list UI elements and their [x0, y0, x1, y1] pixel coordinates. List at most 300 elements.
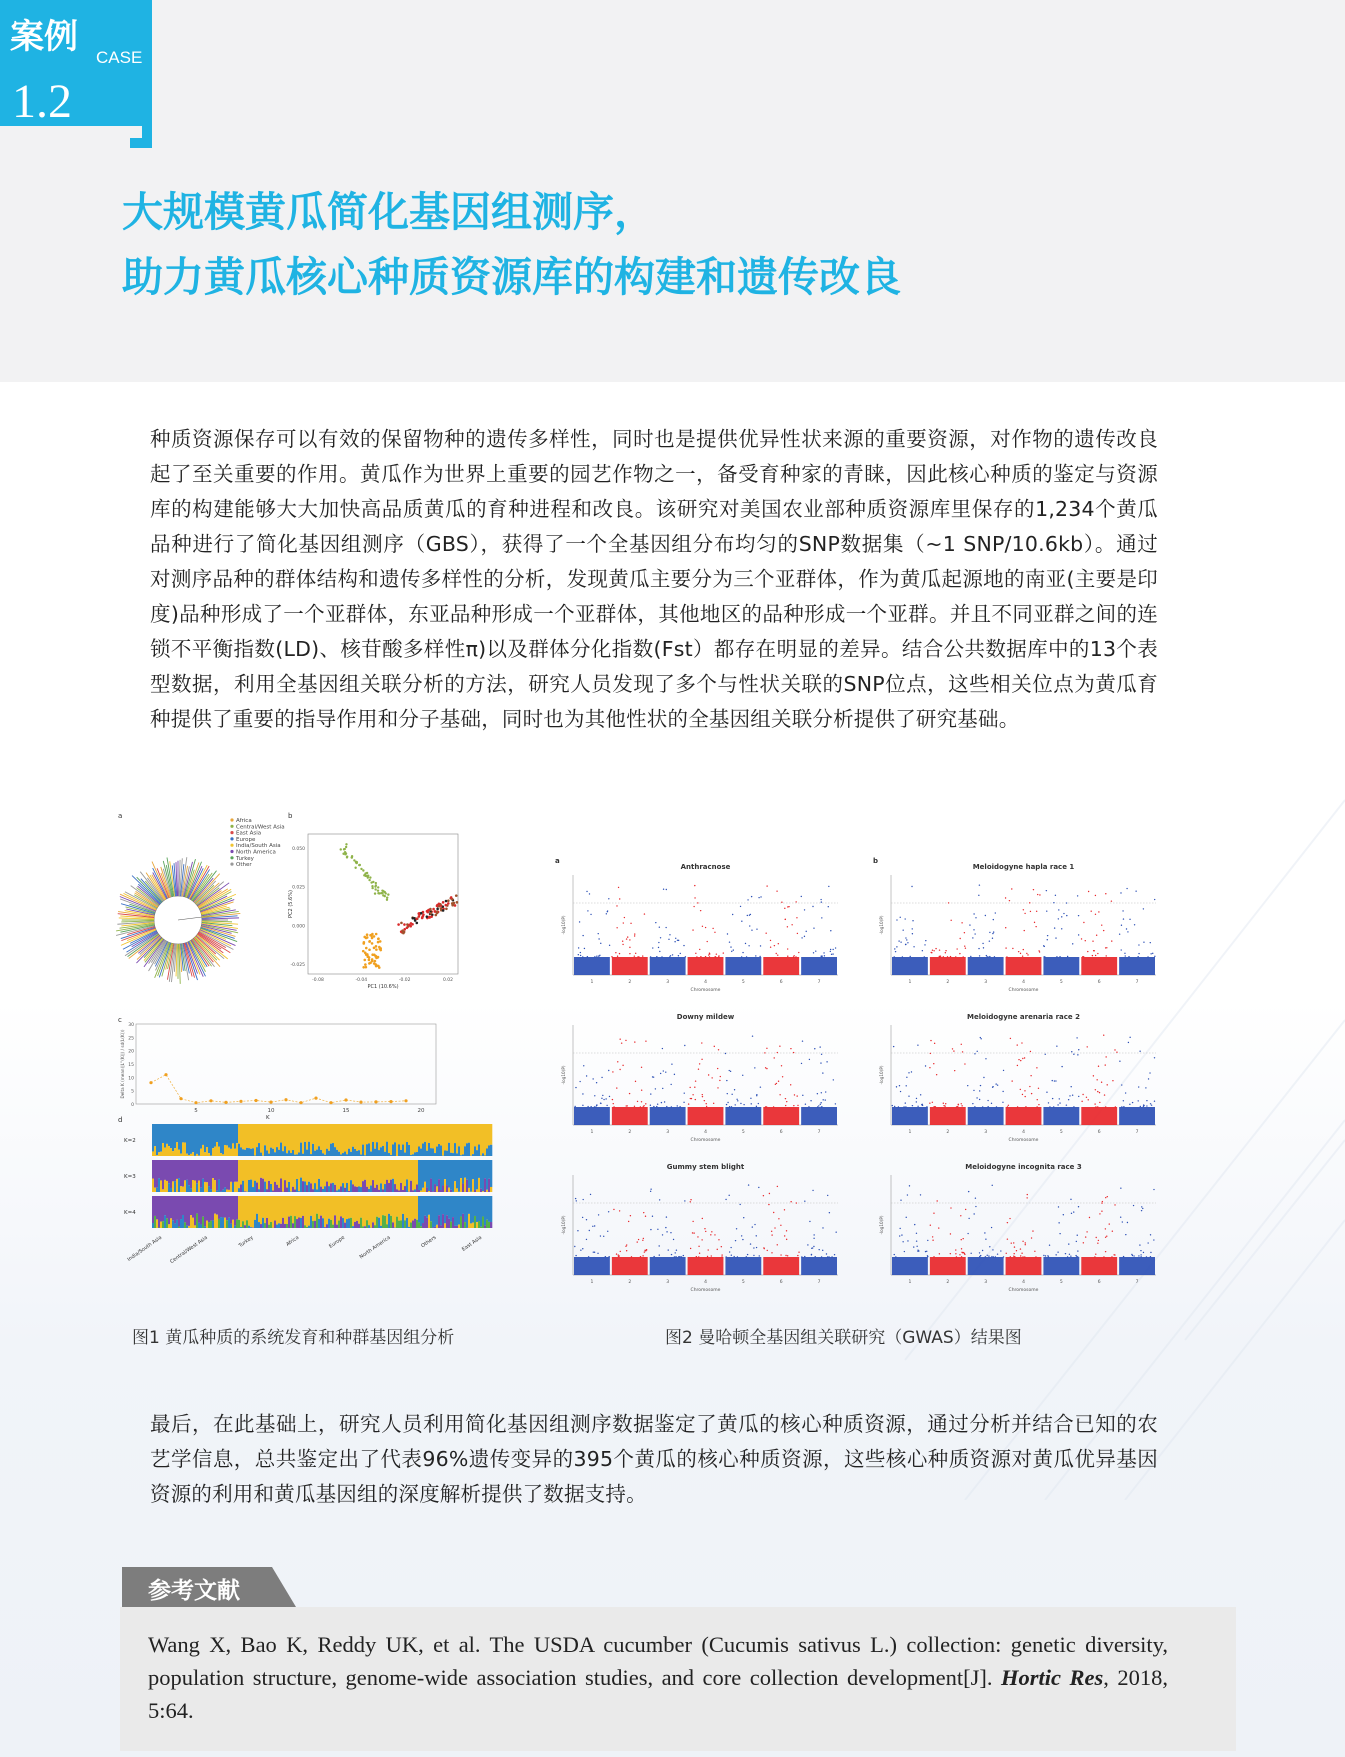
pca-point	[364, 874, 366, 876]
structure-bar	[398, 1190, 400, 1192]
structure-bar	[348, 1160, 350, 1191]
chromosome-tick: 4	[704, 1280, 707, 1285]
structure-bar	[242, 1124, 244, 1149]
snp-point	[818, 1105, 819, 1106]
snp-point	[1143, 908, 1144, 909]
structure-bar	[216, 1191, 218, 1192]
structure-bar	[376, 1160, 378, 1185]
snp-point	[1036, 1067, 1037, 1068]
reference-entry	[148, 1628, 1168, 1727]
structure-bar	[270, 1124, 272, 1148]
structure-bar	[416, 1124, 418, 1152]
structure-bar	[480, 1124, 482, 1156]
snp-point	[1030, 911, 1031, 912]
structure-bar	[294, 1124, 296, 1155]
structure-bar	[212, 1178, 214, 1192]
pca-point	[378, 966, 381, 969]
snp-point	[824, 955, 825, 956]
snp-point	[1077, 895, 1078, 896]
structure-bar	[428, 1143, 430, 1156]
snp-point	[900, 1091, 901, 1092]
snp-point	[1077, 1235, 1078, 1236]
structure-bar	[178, 1124, 180, 1150]
snp-point	[899, 1228, 900, 1229]
structure-bar	[246, 1124, 248, 1148]
snp-point	[718, 1049, 719, 1050]
snp-point	[1009, 900, 1010, 901]
snp-point	[936, 1074, 937, 1075]
pca-point	[368, 948, 371, 951]
snp-point	[979, 1256, 980, 1257]
structure-bar	[296, 1154, 298, 1156]
structure-bar	[386, 1142, 388, 1156]
structure-bar	[378, 1218, 380, 1228]
snp-point	[896, 919, 897, 920]
structure-bar	[190, 1154, 192, 1156]
snp-point	[1105, 1056, 1106, 1057]
structure-bar	[270, 1222, 272, 1228]
snp-point	[1098, 1066, 1099, 1067]
snp-point	[598, 1214, 599, 1215]
snp-point	[1114, 1049, 1115, 1050]
structure-bar	[282, 1151, 284, 1156]
structure-bar	[168, 1196, 170, 1224]
snp-point	[809, 1059, 810, 1060]
structure-bar	[442, 1196, 444, 1214]
chromosome-band	[612, 1107, 648, 1125]
snp-point	[634, 955, 635, 956]
pca-point	[362, 950, 365, 953]
structure-bar	[472, 1124, 474, 1154]
snp-point	[608, 1070, 609, 1071]
snp-point	[1094, 1103, 1095, 1104]
manhattan-xlabel: Chromosome	[1008, 1138, 1039, 1143]
structure-bar	[374, 1188, 376, 1192]
snp-point	[594, 956, 595, 957]
structure-bar	[230, 1149, 232, 1156]
pca-point	[401, 929, 404, 932]
structure-bar	[414, 1219, 416, 1228]
structure-bar	[188, 1185, 190, 1192]
snp-point	[641, 1101, 642, 1102]
snp-point	[1006, 1253, 1007, 1254]
structure-bar	[178, 1150, 180, 1156]
structure-bar	[352, 1226, 354, 1228]
snp-point	[894, 1106, 895, 1107]
structure-bar	[362, 1226, 364, 1228]
structure-bar	[194, 1160, 196, 1181]
snp-point	[645, 1103, 646, 1104]
pca-ytick: 0.025	[292, 885, 305, 891]
structure-bar	[380, 1147, 382, 1156]
snp-point	[1030, 1075, 1031, 1076]
structure-bar	[290, 1196, 292, 1216]
snp-point	[902, 929, 903, 930]
snp-point	[714, 1046, 715, 1047]
snp-point	[608, 1256, 609, 1257]
snp-point	[1105, 893, 1106, 894]
structure-bar	[172, 1124, 174, 1151]
pca-point	[411, 923, 414, 926]
snp-point	[589, 1230, 590, 1231]
structure-bar	[240, 1160, 242, 1185]
chromosome-tick: 1	[590, 1130, 594, 1135]
snp-point	[931, 952, 932, 953]
snp-point	[694, 897, 695, 898]
structure-bar	[474, 1196, 476, 1216]
snp-point	[583, 1065, 584, 1066]
snp-point	[683, 1102, 684, 1103]
structure-bar	[236, 1219, 238, 1228]
snp-point	[1094, 1256, 1095, 1257]
structure-bar	[192, 1152, 194, 1156]
snp-point	[655, 1088, 656, 1089]
structure-bar	[186, 1124, 188, 1154]
structure-bar	[428, 1160, 430, 1191]
snp-point	[793, 1052, 794, 1053]
pca-point	[403, 923, 406, 926]
structure-bar	[466, 1180, 468, 1192]
snp-point	[580, 952, 581, 953]
structure-bar	[436, 1124, 438, 1147]
chromosome-tick: 4	[1022, 980, 1025, 985]
snp-point	[781, 1065, 782, 1066]
snp-point	[936, 1200, 937, 1201]
deltak-point	[209, 1099, 212, 1102]
snp-point	[939, 949, 940, 950]
pca-point	[377, 886, 379, 888]
snp-point	[1070, 1255, 1071, 1256]
snp-point	[576, 1200, 577, 1201]
snp-point	[742, 1239, 743, 1240]
structure-bar	[470, 1223, 472, 1228]
snp-point	[1142, 1208, 1143, 1209]
snp-point	[721, 1246, 722, 1247]
structure-bar	[430, 1160, 432, 1179]
structure-bar	[430, 1179, 432, 1192]
snp-point	[961, 1105, 962, 1106]
snp-point	[790, 1048, 791, 1049]
snp-point	[933, 1213, 934, 1214]
structure-bar	[252, 1160, 254, 1187]
snp-point	[661, 1102, 662, 1103]
snp-point	[620, 1251, 621, 1252]
structure-bar	[258, 1189, 260, 1192]
structure-bar	[408, 1124, 410, 1145]
snp-point	[578, 954, 579, 955]
structure-bar	[262, 1124, 264, 1156]
snp-point	[777, 954, 778, 955]
snp-point	[702, 926, 703, 927]
snp-point	[741, 1235, 742, 1236]
structure-bar	[212, 1220, 214, 1228]
structure-bar	[304, 1182, 306, 1192]
snp-point	[680, 953, 681, 954]
snp-point	[908, 1072, 909, 1073]
snp-point	[690, 1248, 691, 1249]
pca-point	[428, 916, 431, 919]
snp-point	[828, 1256, 829, 1257]
snp-point	[1105, 1228, 1106, 1229]
structure-bar	[154, 1188, 156, 1192]
structure-bar	[176, 1160, 178, 1179]
chromosome-tick: 6	[779, 1280, 783, 1285]
snp-point	[650, 1105, 651, 1106]
snp-point	[1094, 950, 1095, 951]
structure-bar	[446, 1215, 448, 1228]
structure-bar	[420, 1160, 422, 1191]
structure-bar	[170, 1160, 172, 1188]
structure-bar	[420, 1226, 422, 1228]
structure-bar	[176, 1124, 178, 1142]
structure-bar	[242, 1181, 244, 1192]
structure-bar	[380, 1226, 382, 1228]
chromosome-band	[930, 1107, 966, 1125]
snp-point	[684, 1045, 685, 1046]
snp-point	[916, 1101, 917, 1102]
structure-bar	[266, 1196, 268, 1218]
structure-bar	[442, 1124, 444, 1156]
structure-bar	[298, 1191, 300, 1192]
structure-bar	[362, 1160, 364, 1181]
structure-bar	[254, 1160, 256, 1181]
snp-point	[609, 1096, 610, 1097]
chromosome-tick: 2	[946, 1280, 950, 1285]
snp-point	[804, 1256, 805, 1257]
structure-bar	[158, 1196, 160, 1228]
structure-bar	[172, 1160, 174, 1181]
structure-bar	[220, 1160, 222, 1191]
snp-point	[592, 1078, 593, 1079]
structure-bar	[262, 1179, 264, 1192]
snp-point	[776, 953, 777, 954]
structure-bar	[434, 1153, 436, 1156]
structure-bar	[292, 1160, 294, 1187]
structure-bar	[300, 1143, 302, 1156]
snp-point	[634, 1106, 635, 1107]
snp-point	[820, 899, 821, 900]
structure-bar	[254, 1181, 256, 1192]
structure-bar	[454, 1160, 456, 1181]
structure-bar	[268, 1124, 270, 1154]
snp-point	[600, 1235, 601, 1236]
structure-bar	[418, 1190, 420, 1192]
snp-point	[1011, 1242, 1012, 1243]
snp-point	[932, 1102, 933, 1103]
structure-bar	[398, 1144, 400, 1156]
structure-bar	[376, 1196, 378, 1217]
structure-bar	[474, 1216, 476, 1228]
structure-bar	[376, 1142, 378, 1156]
snp-point	[673, 1239, 674, 1240]
snp-point	[898, 1106, 899, 1107]
snp-point	[910, 956, 911, 957]
snp-point	[991, 1103, 992, 1104]
snp-point	[658, 1245, 659, 1246]
structure-bar	[256, 1124, 258, 1147]
snp-point	[992, 933, 993, 934]
structure-bar	[284, 1124, 286, 1146]
structure-bar	[376, 1124, 378, 1142]
structure-bar	[470, 1196, 472, 1223]
snp-point	[642, 955, 643, 956]
structure-bar	[352, 1160, 354, 1184]
snp-point	[657, 1103, 658, 1104]
snp-point	[674, 941, 675, 942]
snp-point	[892, 1105, 893, 1106]
snp-point	[1089, 1217, 1090, 1218]
structure-bar	[450, 1190, 452, 1192]
snp-point	[932, 1236, 933, 1237]
snp-point	[959, 1254, 960, 1255]
manhattan-title: Meloidogyne hapla race 1	[972, 863, 1075, 871]
structure-bar	[216, 1196, 218, 1215]
snp-point	[612, 1071, 613, 1072]
structure-bar	[176, 1220, 178, 1228]
structure-bar	[452, 1160, 454, 1192]
snp-point	[912, 1105, 913, 1106]
structure-bar	[164, 1147, 166, 1156]
structure-bar	[382, 1189, 384, 1192]
snp-point	[594, 1095, 595, 1096]
structure-bar	[238, 1124, 240, 1144]
pca-point	[354, 867, 356, 869]
structure-bar	[396, 1124, 398, 1156]
snp-point	[804, 909, 805, 910]
structure-bar	[364, 1180, 366, 1192]
snp-point	[1123, 918, 1124, 919]
structure-bar	[342, 1218, 344, 1228]
snp-point	[663, 889, 664, 890]
snp-point	[1135, 890, 1136, 891]
structure-bar	[218, 1124, 220, 1147]
chromosome-band	[688, 1257, 724, 1275]
chromosome-tick: 1	[590, 1280, 594, 1285]
structure-bar	[462, 1196, 464, 1214]
snp-point	[711, 1231, 712, 1232]
structure-bar	[422, 1144, 424, 1156]
structure-bar	[474, 1160, 476, 1190]
snp-point	[1111, 940, 1112, 941]
structure-bar	[304, 1196, 306, 1225]
structure-bar	[340, 1196, 342, 1216]
snp-point	[907, 1194, 908, 1195]
structure-bar	[366, 1160, 368, 1187]
snp-point	[586, 1075, 587, 1076]
snp-point	[929, 1067, 930, 1068]
structure-bar	[182, 1160, 184, 1187]
structure-bar	[438, 1144, 440, 1156]
snp-point	[925, 1065, 926, 1066]
structure-panel	[118, 1116, 492, 1265]
structure-bar	[220, 1217, 222, 1228]
snp-point	[1017, 1044, 1018, 1045]
snp-point	[668, 1249, 669, 1250]
pca-point	[362, 942, 365, 945]
snp-point	[643, 1105, 644, 1106]
snp-point	[645, 1040, 646, 1041]
structure-bar	[256, 1183, 258, 1192]
snp-point	[812, 906, 813, 907]
snp-point	[1138, 953, 1139, 954]
snp-point	[688, 1103, 689, 1104]
snp-point	[594, 1106, 595, 1107]
snp-point	[985, 1058, 986, 1059]
snp-point	[679, 1256, 680, 1257]
legend-label: North America	[236, 849, 276, 856]
chromosome-band	[1006, 1107, 1042, 1125]
snp-point	[1006, 956, 1007, 957]
snp-point	[662, 1088, 663, 1089]
manhattan-title: Meloidogyne incognita race 3	[965, 1163, 1082, 1171]
chromosome-band	[612, 1257, 648, 1275]
snp-point	[717, 1249, 718, 1250]
snp-point	[982, 1106, 983, 1107]
snp-point	[704, 1100, 705, 1101]
snp-point	[987, 1100, 988, 1101]
snp-point	[1087, 951, 1088, 952]
structure-bar	[174, 1181, 176, 1192]
snp-point	[1058, 1222, 1059, 1223]
snp-point	[731, 951, 732, 952]
structure-bar	[386, 1196, 388, 1224]
structure-bar	[274, 1221, 276, 1228]
structure-bar	[304, 1124, 306, 1142]
structure-bar	[398, 1160, 400, 1190]
structure-bar	[206, 1147, 208, 1156]
snp-point	[665, 927, 666, 928]
structure-bar	[290, 1153, 292, 1156]
snp-point	[828, 886, 829, 887]
structure-bar	[342, 1183, 344, 1192]
snp-point	[1107, 1084, 1108, 1085]
structure-bar	[152, 1179, 154, 1192]
pca-point	[451, 904, 454, 907]
structure-bar	[188, 1124, 190, 1155]
pca-point	[426, 915, 429, 918]
snp-point	[637, 1241, 638, 1242]
structure-bar	[400, 1196, 402, 1220]
structure-bar	[174, 1160, 176, 1181]
structure-bar	[312, 1124, 314, 1144]
structure-bar	[358, 1224, 360, 1228]
snp-point	[1031, 1237, 1032, 1238]
structure-bar	[170, 1124, 172, 1148]
snp-point	[723, 952, 724, 953]
structure-bar	[186, 1196, 188, 1226]
manhattan-plot	[879, 1163, 1156, 1293]
chromosome-band	[1119, 1257, 1155, 1275]
structure-bar	[478, 1196, 480, 1221]
structure-bar	[226, 1189, 228, 1192]
structure-bar	[198, 1124, 200, 1156]
structure-bar	[418, 1196, 420, 1222]
snp-point	[805, 1104, 806, 1105]
snp-point	[650, 1093, 651, 1094]
structure-bar	[202, 1124, 204, 1145]
structure-bar	[180, 1160, 182, 1186]
structure-bar	[440, 1196, 442, 1225]
structure-row-label: K=2	[124, 1138, 136, 1144]
snp-point	[906, 1085, 907, 1086]
structure-bar	[278, 1150, 280, 1156]
snp-point	[1010, 1038, 1011, 1039]
structure-bar	[220, 1153, 222, 1156]
structure-bar	[172, 1181, 174, 1192]
structure-bar	[312, 1160, 314, 1189]
manhattan-plot	[561, 1163, 838, 1293]
legend-label: India/South Asia	[236, 843, 281, 850]
